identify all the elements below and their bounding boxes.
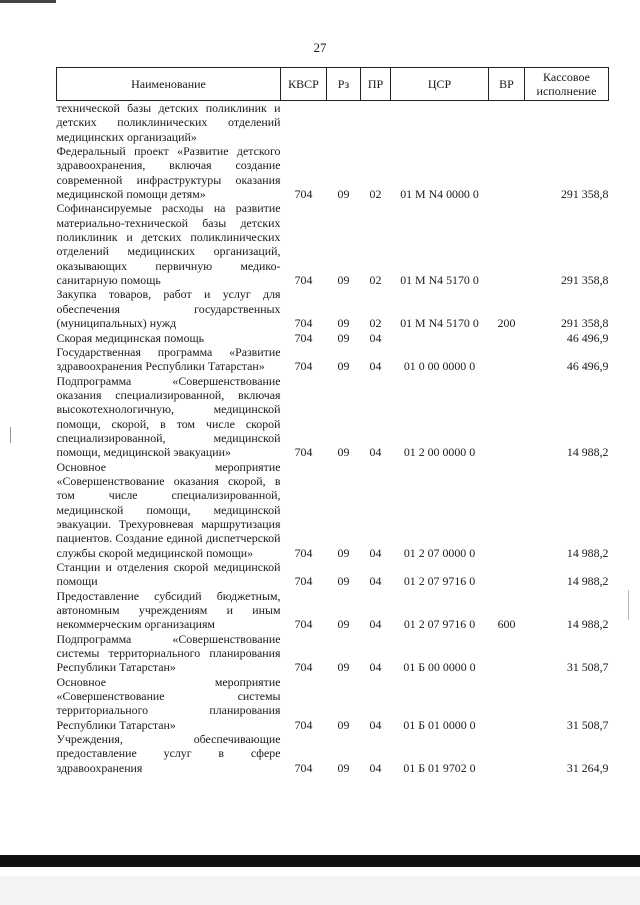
cell-kvsr: 704 bbox=[294, 316, 313, 331]
cell-name: Государственная программа «Развитие здравоохранения Республики Татарстан» bbox=[56, 344, 281, 374]
cell-vr bbox=[489, 101, 525, 145]
cell-rz: 09 bbox=[337, 273, 350, 288]
cell-pr: 02 bbox=[369, 187, 382, 202]
cell-csr: 01 Б 01 0000 0 bbox=[403, 717, 476, 732]
cell-kvsr: 704 bbox=[294, 760, 313, 775]
cell-kvsr: 704 bbox=[294, 359, 313, 374]
cell-csr: 01 М N4 5170 0 bbox=[400, 316, 479, 331]
cell-amount: 14 988,2 bbox=[566, 617, 609, 632]
cell-pr: 04 bbox=[369, 574, 382, 589]
header-kvsr: КВСР bbox=[281, 68, 327, 101]
cell-pr: 02 bbox=[369, 273, 382, 288]
cell-rz: 09 bbox=[337, 617, 350, 632]
cell-name: Станции и отделения скорой медицинской помощи bbox=[56, 560, 281, 589]
cell-kvsr: 704 bbox=[294, 445, 313, 460]
cell-amount: 14 988,2 bbox=[566, 574, 609, 589]
cell-pr: 04 bbox=[369, 445, 382, 460]
cell-csr: 01 2 07 0000 0 bbox=[403, 545, 476, 560]
bottom-scan-bar bbox=[0, 855, 640, 867]
header-name: Наименование bbox=[57, 68, 281, 101]
cell-name: Подпрограмма «Совершенствование системы территориального планирования Республики Татарстан» bbox=[56, 631, 281, 675]
cell-csr bbox=[391, 101, 489, 145]
cell-rz: 09 bbox=[337, 574, 350, 589]
margin-mark-right bbox=[628, 590, 629, 620]
cell-pr: 04 bbox=[369, 359, 382, 374]
cell-kvsr bbox=[281, 101, 327, 145]
table-row bbox=[57, 331, 609, 345]
bottom-scan-strip bbox=[0, 876, 640, 905]
cell-rz bbox=[327, 101, 361, 145]
cell-kvsr: 704 bbox=[294, 187, 313, 202]
cell-csr: 01 Б 00 0000 0 bbox=[403, 660, 476, 675]
cell-amount: 46 496,9 bbox=[566, 359, 609, 374]
cell-amount: 291 358,8 bbox=[560, 273, 609, 288]
table-row bbox=[57, 101, 609, 145]
cell-vr bbox=[489, 560, 525, 589]
cell-vr bbox=[489, 632, 525, 675]
cell-rz: 09 bbox=[337, 445, 350, 460]
cell-csr: 01 2 00 0000 0 bbox=[403, 445, 476, 460]
cell-name: Основное мероприятие «Совершенствование системы территориального планирования Республики Татарстан» bbox=[56, 674, 281, 732]
table-row bbox=[57, 201, 609, 287]
cell-vr bbox=[489, 331, 525, 345]
cell-name: Основное мероприятие «Совершенствование оказания скорой, в том числе специализированной, медицинской помощи, медицинской эвакуации. Трехуровневая маршрутизация пациентов. Создание единой диспетчерской службы скорой медицинской помощи» bbox=[56, 459, 281, 560]
cell-name: Федеральный проект «Развитие детского здравоохранения, включая создание современной инфраструктуры оказания медицинской помощи детям» bbox=[56, 144, 281, 202]
cell-pr: 04 bbox=[369, 545, 382, 560]
cell-amount: 31 264,9 bbox=[566, 760, 609, 775]
table-row bbox=[57, 460, 609, 560]
cell-amount: 14 988,2 bbox=[566, 545, 609, 560]
cell-vr bbox=[489, 675, 525, 732]
table-row bbox=[57, 374, 609, 460]
cell-csr bbox=[391, 331, 489, 345]
cell-csr: 01 М N4 0000 0 bbox=[400, 187, 479, 202]
cell-amount: 46 496,9 bbox=[566, 330, 609, 345]
cell-pr: 04 bbox=[369, 717, 382, 732]
margin-mark bbox=[10, 427, 11, 443]
cell-kvsr: 704 bbox=[294, 273, 313, 288]
cell-rz: 09 bbox=[337, 760, 350, 775]
header-amount: Кассовое исполнение bbox=[525, 68, 609, 101]
cell-kvsr: 704 bbox=[294, 330, 313, 345]
table-row bbox=[57, 732, 609, 775]
table-row bbox=[57, 560, 609, 589]
cell-csr: 01 2 07 9716 0 bbox=[403, 574, 476, 589]
cell-name: Предоставление субсидий бюджетным, автономным учреждениям и иным некоммерческим организациям bbox=[56, 588, 281, 632]
table-header-row bbox=[57, 68, 609, 101]
page-number: 27 bbox=[313, 40, 327, 55]
cell-vr: 600 bbox=[497, 617, 516, 632]
cell-pr: 04 bbox=[369, 617, 382, 632]
cell-kvsr: 704 bbox=[294, 574, 313, 589]
cell-rz: 09 bbox=[337, 187, 350, 202]
cell-name: технической базы детских поликлиник и детских поликлинических отделений медицинских организаций» bbox=[56, 101, 281, 144]
cell-kvsr: 704 bbox=[294, 545, 313, 560]
cell-vr bbox=[489, 460, 525, 560]
cell-amount: 14 988,2 bbox=[566, 445, 609, 460]
top-edge-rule bbox=[0, 0, 56, 3]
cell-vr bbox=[489, 144, 525, 201]
budget-table bbox=[56, 67, 609, 775]
table-row bbox=[57, 632, 609, 675]
cell-pr bbox=[361, 101, 391, 145]
cell-rz: 09 bbox=[337, 660, 350, 675]
cell-amount: 291 358,8 bbox=[560, 187, 609, 202]
table-row bbox=[57, 287, 609, 330]
cell-amount: 31 508,7 bbox=[566, 717, 609, 732]
cell-vr bbox=[489, 374, 525, 460]
cell-vr: 200 bbox=[497, 316, 516, 331]
cell-name: Учреждения, обеспечивающие предоставление услуг в сфере здравоохранения bbox=[56, 732, 281, 775]
cell-rz: 09 bbox=[337, 330, 350, 345]
cell-pr: 04 bbox=[369, 760, 382, 775]
cell-csr: 01 0 00 0000 0 bbox=[403, 359, 476, 374]
table-body bbox=[57, 101, 609, 776]
cell-kvsr: 704 bbox=[294, 617, 313, 632]
table-row bbox=[57, 675, 609, 732]
cell-csr: 01 2 07 9716 0 bbox=[403, 617, 476, 632]
cell-csr: 01 М N4 5170 0 bbox=[400, 273, 479, 288]
cell-vr bbox=[489, 732, 525, 775]
cell-amount bbox=[525, 101, 609, 145]
table-row bbox=[57, 345, 609, 374]
cell-amount: 291 358,8 bbox=[560, 316, 609, 331]
header-rz: Рз bbox=[327, 68, 361, 101]
cell-kvsr: 704 bbox=[294, 717, 313, 732]
header-vr: ВР bbox=[489, 68, 525, 101]
table-row bbox=[57, 589, 609, 632]
cell-pr: 04 bbox=[369, 660, 382, 675]
cell-name: Скорая медицинская помощь bbox=[56, 330, 205, 345]
cell-name: Подпрограмма «Совершенствование оказания специализированной, включая высокотехнологичную, медицинской помощи, скорой, в том числе скорой специализированной, медицинской помощи, медицинской эвакуации» bbox=[56, 373, 281, 460]
cell-rz: 09 bbox=[337, 359, 350, 374]
cell-rz: 09 bbox=[337, 717, 350, 732]
cell-rz: 09 bbox=[337, 545, 350, 560]
cell-name: Софинансируемые расходы на развитие материально-технической базы детских поликлиник и детских поликлинических отделений медицинских организаций, оказывающих первичную медико-санитарную помощь bbox=[56, 201, 281, 288]
cell-name: Закупка товаров, работ и услуг для обеспечения государственных (муниципальных) нужд bbox=[56, 287, 281, 331]
table-row bbox=[57, 144, 609, 201]
cell-rz: 09 bbox=[337, 316, 350, 331]
cell-vr bbox=[489, 345, 525, 374]
cell-pr: 04 bbox=[369, 330, 382, 345]
cell-kvsr: 704 bbox=[294, 660, 313, 675]
cell-pr: 02 bbox=[369, 316, 382, 331]
cell-amount: 31 508,7 bbox=[566, 660, 609, 675]
header-pr: ПР bbox=[361, 68, 391, 101]
header-csr: ЦСР bbox=[391, 68, 489, 101]
cell-vr bbox=[489, 201, 525, 287]
cell-csr: 01 Б 01 9702 0 bbox=[403, 760, 476, 775]
